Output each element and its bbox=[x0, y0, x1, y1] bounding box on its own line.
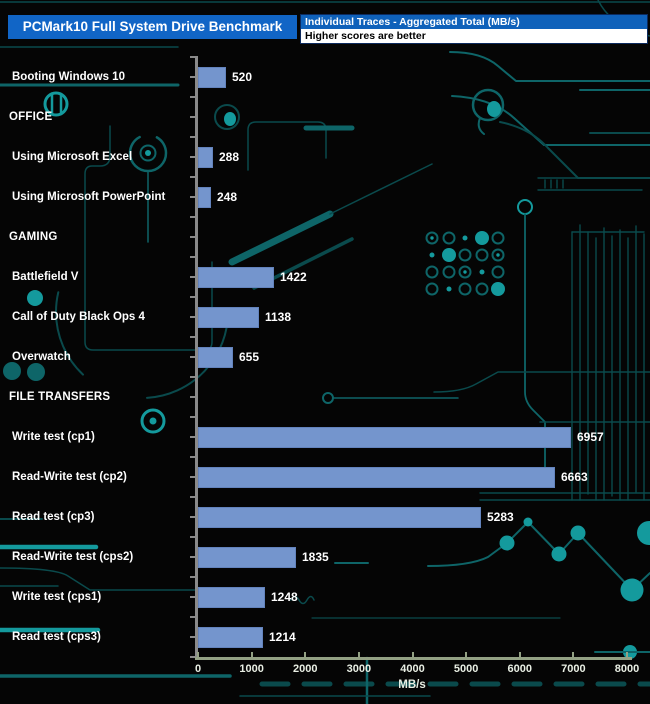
bar bbox=[198, 67, 226, 88]
y-axis-line bbox=[195, 56, 198, 660]
y-axis-tick bbox=[190, 576, 195, 578]
bar-value-label: 6957 bbox=[577, 430, 604, 444]
y-axis-tick bbox=[190, 516, 195, 518]
row-label: Read test (cp3) bbox=[12, 511, 95, 523]
bar-value-label: 248 bbox=[217, 190, 238, 204]
y-axis-tick bbox=[190, 316, 195, 318]
bar-value-label: 1248 bbox=[271, 590, 298, 604]
x-axis-title: MB/s bbox=[398, 679, 426, 691]
row-label: Read-Write test (cps2) bbox=[12, 551, 134, 563]
bar-value-label: 1422 bbox=[280, 270, 307, 284]
bar bbox=[198, 547, 296, 568]
x-tick-label: 8000 bbox=[614, 663, 640, 675]
x-tick-label: 1000 bbox=[239, 663, 264, 675]
bar bbox=[198, 507, 481, 528]
x-tick-label: 6000 bbox=[507, 663, 532, 675]
bar bbox=[198, 427, 571, 448]
row-label: Booting Windows 10 bbox=[12, 71, 125, 83]
y-axis-tick bbox=[190, 156, 195, 158]
y-axis-tick bbox=[190, 596, 195, 598]
y-axis-tick bbox=[190, 396, 195, 398]
x-axis-tick bbox=[412, 652, 414, 657]
legend-note: Higher scores are better bbox=[301, 29, 647, 43]
bar bbox=[198, 187, 211, 208]
row-label: Write test (cp1) bbox=[12, 431, 95, 443]
y-axis-tick bbox=[190, 116, 195, 118]
x-tick-label: 3000 bbox=[346, 663, 372, 675]
y-axis-tick bbox=[190, 96, 195, 98]
row-label: Read-Write test (cp2) bbox=[12, 471, 127, 483]
y-axis-tick bbox=[190, 276, 195, 278]
x-axis-tick bbox=[197, 652, 199, 657]
y-axis-tick bbox=[190, 356, 195, 358]
bar bbox=[198, 307, 259, 328]
bar-value-label: 520 bbox=[232, 70, 253, 84]
x-axis-tick bbox=[358, 652, 360, 657]
y-axis-tick bbox=[190, 176, 195, 178]
bar-value-label: 1835 bbox=[302, 550, 329, 564]
y-axis-tick bbox=[190, 416, 195, 418]
row-label: Write test (cps1) bbox=[12, 591, 102, 603]
y-axis-tick bbox=[190, 336, 195, 338]
y-axis-tick bbox=[190, 556, 195, 558]
y-axis-tick bbox=[190, 216, 195, 218]
bar bbox=[198, 587, 265, 608]
bar-value-label: 1138 bbox=[265, 310, 292, 324]
bar bbox=[198, 627, 263, 648]
category-header: FILE TRANSFERS bbox=[9, 391, 111, 403]
x-tick-label: 5000 bbox=[453, 663, 479, 675]
x-axis-tick bbox=[465, 652, 467, 657]
x-axis-line bbox=[195, 657, 632, 660]
y-axis-tick bbox=[190, 56, 195, 58]
x-tick-label: 0 bbox=[194, 663, 202, 675]
bar-value-label: 6663 bbox=[561, 470, 588, 484]
bar-value-label: 1214 bbox=[269, 630, 296, 644]
row-label: Read test (cps3) bbox=[12, 631, 101, 643]
x-tick-label: 7000 bbox=[561, 663, 586, 675]
y-axis-tick bbox=[190, 616, 195, 618]
row-label: Using Microsoft Excel bbox=[12, 151, 133, 163]
row-label: Using Microsoft PowerPoint bbox=[12, 191, 166, 203]
x-axis-tick bbox=[304, 652, 306, 657]
x-tick-label: 4000 bbox=[400, 663, 425, 675]
y-axis-tick bbox=[190, 196, 195, 198]
y-axis-tick bbox=[190, 636, 195, 638]
y-axis-tick bbox=[190, 436, 195, 438]
y-axis-tick bbox=[190, 76, 195, 78]
bar-value-label: 5283 bbox=[487, 510, 514, 524]
y-axis-tick bbox=[190, 536, 195, 538]
bar-value-label: 288 bbox=[219, 150, 240, 164]
y-axis-tick bbox=[190, 456, 195, 458]
x-axis-tick bbox=[626, 652, 628, 657]
bar bbox=[198, 147, 213, 168]
row-label: Call of Duty Black Ops 4 bbox=[12, 311, 145, 323]
bar bbox=[198, 467, 555, 488]
y-axis-tick bbox=[190, 256, 195, 258]
chart-title: PCMark10 Full System Drive Benchmark bbox=[8, 15, 297, 39]
x-tick-label: 2000 bbox=[293, 663, 318, 675]
legend-series-label: Individual Traces - Aggregated Total (MB/s) bbox=[301, 15, 647, 29]
bar bbox=[198, 347, 233, 368]
row-label: Battlefield V bbox=[12, 271, 79, 283]
category-header: OFFICE bbox=[9, 111, 53, 123]
y-axis-tick bbox=[190, 476, 195, 478]
category-header: GAMING bbox=[9, 231, 58, 243]
x-axis-tick bbox=[251, 652, 253, 657]
legend bbox=[300, 14, 648, 44]
y-axis-tick bbox=[190, 376, 195, 378]
y-axis-tick bbox=[190, 236, 195, 238]
bar-value-label: 655 bbox=[239, 350, 260, 364]
bar bbox=[198, 267, 274, 288]
y-axis-tick bbox=[190, 136, 195, 138]
y-axis-tick bbox=[190, 296, 195, 298]
y-axis-tick bbox=[190, 496, 195, 498]
x-axis-tick bbox=[572, 652, 574, 657]
x-axis-tick bbox=[519, 652, 521, 657]
row-label: Overwatch bbox=[12, 351, 71, 363]
